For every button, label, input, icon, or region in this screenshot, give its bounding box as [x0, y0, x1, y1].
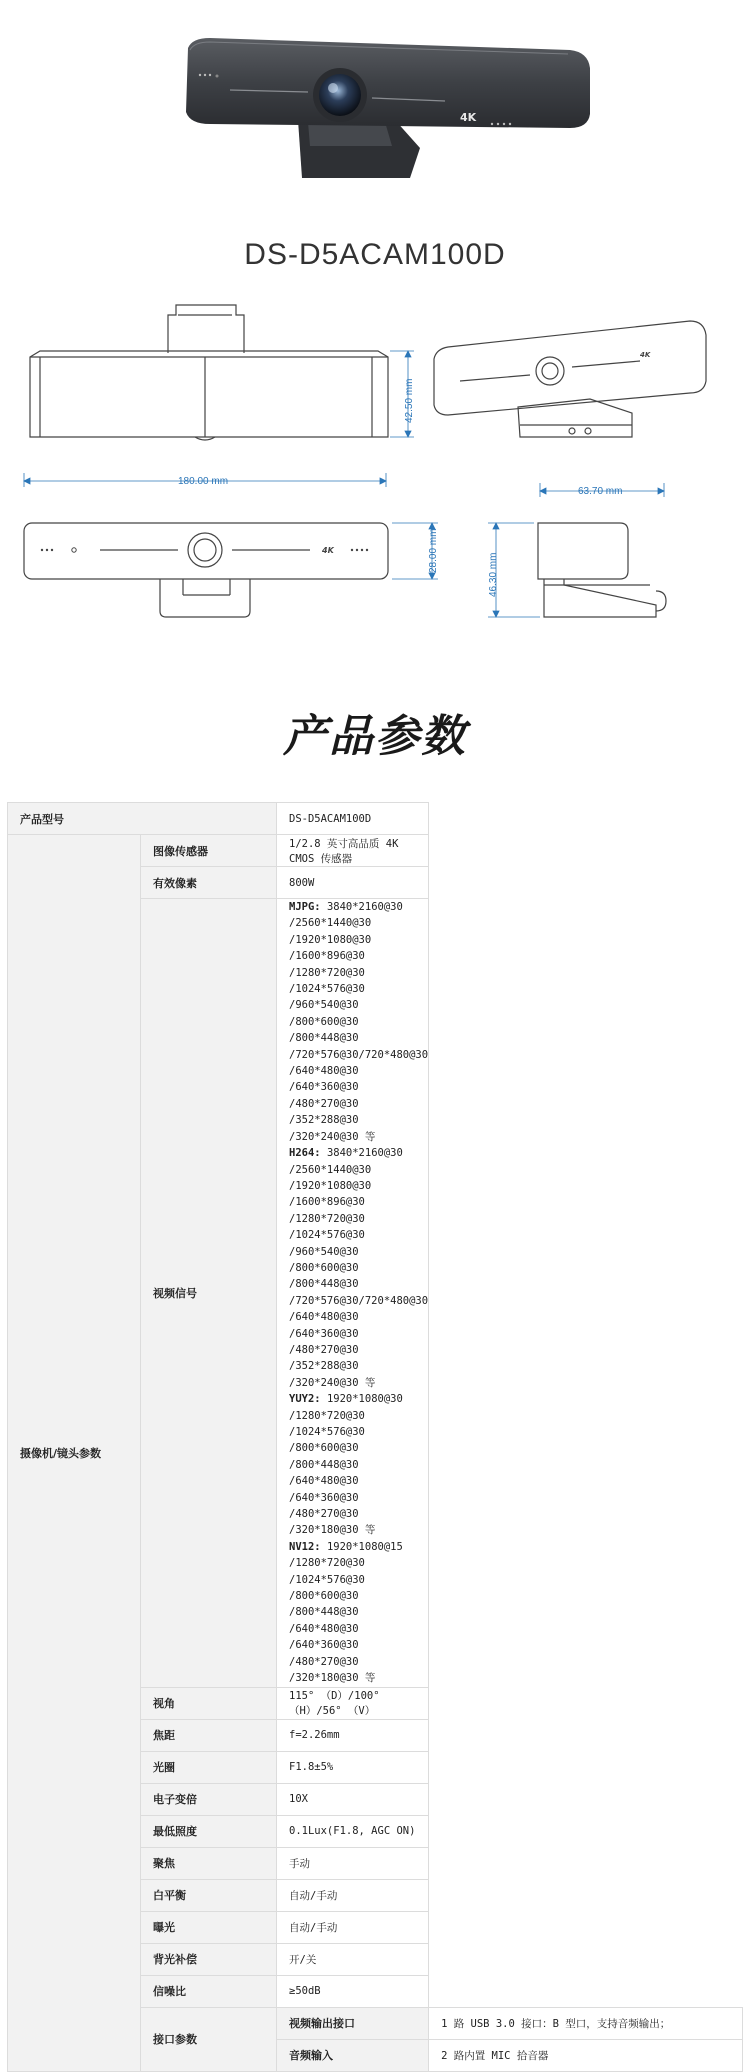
width-dimension: 180.00 mm: [178, 476, 229, 487]
row-label: 光圈: [141, 1751, 277, 1783]
row-label: 最低照度: [141, 1815, 277, 1847]
row-value: 2 路内置 MIC 拾音器: [429, 2039, 743, 2071]
row-value: ≥50dB: [277, 1975, 429, 2007]
video-line: 3840*2160@30 /2560*1440@30 /1920*1080@30 /1600*896@30: [289, 1147, 403, 1209]
row-label: 聚焦: [141, 1847, 277, 1879]
group-camera: 摄像机/镜头参数: [8, 835, 141, 2072]
row-value: 0.1Lux(F1.8, AGC ON): [277, 1815, 429, 1847]
row-value: f=2.26mm: [277, 1719, 429, 1751]
video-line: 3840*2160@30 /2560*1440@30 /1920*1080@30 /1600*896@30: [289, 901, 403, 963]
video-line: /1280*720@30 /1024*576@30 /960*540@30 /800*600@30 /800*448@30: [289, 966, 365, 1045]
row-value: 800W: [277, 867, 429, 899]
row-label: 视频输出接口: [277, 2007, 429, 2039]
group-interface: 接口参数: [141, 2007, 277, 2071]
video-line: /1280*720@30 /1024*576@30 /960*540@30 /800*600@30 /800*448@30: [289, 1212, 365, 1291]
camera-4k-badge: 4K: [460, 111, 477, 124]
row-label: 音频输入: [277, 2039, 429, 2071]
video-line: /320*240@30 等: [289, 1130, 376, 1143]
row-label: 曝光: [141, 1911, 277, 1943]
model-label: 产品型号: [8, 803, 277, 835]
front-height-dimension: 28.00 mm: [428, 528, 439, 573]
top-view-drawing: [30, 305, 388, 440]
nv12-label: NV12:: [289, 1540, 321, 1553]
front-view-drawing: [24, 523, 388, 617]
table-row: [8, 803, 743, 835]
row-label: 背光补偿: [141, 1943, 277, 1975]
row-value: 自动/手动: [277, 1879, 429, 1911]
row-label: 有效像素: [141, 867, 277, 899]
height-dimension: 42.50 mm: [404, 378, 415, 423]
perspective-4k-badge: 4K: [640, 351, 651, 359]
h264-label: H264:: [289, 1147, 321, 1160]
row-label: 白平衡: [141, 1879, 277, 1911]
yuy2-label: YUY2:: [289, 1393, 321, 1406]
section-title: 产品参数: [283, 711, 467, 762]
model-value: DS-D5ACAM100D: [277, 803, 429, 835]
row-label: 电子变倍: [141, 1783, 277, 1815]
side-height-dimension: 46.30 mm: [488, 552, 499, 597]
row-value: 自动/手动: [277, 1911, 429, 1943]
mjpg-label: MJPG:: [289, 901, 321, 913]
row-value: 手动: [277, 1847, 429, 1879]
row-value: 1/2.8 英寸高品质 4K CMOS 传感器: [277, 835, 429, 867]
table-row: [8, 835, 743, 867]
video-line: /640*480@30 /640*360@30 /480*270@30 /320*180@30 等: [289, 1622, 376, 1685]
perspective-drawing: [434, 321, 706, 437]
video-line: /320*240@30 等: [289, 1376, 376, 1389]
video-line: 1920*1080@15 /1280*720@30 /1024*576@30 /800*600@30 /800*448@30: [289, 1540, 403, 1619]
front-4k-badge: 4K: [322, 546, 334, 555]
video-signal-list: [277, 899, 429, 1688]
row-value: 开/关: [277, 1943, 429, 1975]
row-value: 10X: [277, 1783, 429, 1815]
row-label: 焦距: [141, 1719, 277, 1751]
row-value: 115° （D）/100° （H）/56° （V）: [277, 1687, 429, 1719]
video-line: /720*576@30/720*480@30 /640*480@30 /640*360@30 /480*270@30 /352*288@30: [289, 1048, 429, 1127]
row-value: F1.8±5%: [277, 1751, 429, 1783]
camera-photo: [170, 28, 600, 198]
row-label: 信噪比: [141, 1975, 277, 2007]
row-label: 视频信号: [141, 899, 277, 1688]
video-line: /720*576@30/720*480@30 /640*480@30 /640*360@30 /480*270@30 /352*288@30: [289, 1294, 429, 1373]
model-title: DS-D5ACAM100D: [244, 238, 506, 271]
video-line: /640*480@30 /640*360@30 /480*270@30 /320*180@30 等: [289, 1475, 376, 1537]
depth-dimension: 63.70 mm: [578, 486, 623, 497]
spec-table: [7, 802, 743, 2072]
side-view-drawing: [538, 523, 666, 617]
dimension-drawings: [0, 295, 750, 635]
video-line: 1920*1080@30 /1280*720@30 /1024*576@30 /800*600@30 /800*448@30: [289, 1393, 403, 1471]
row-value: 1 路 USB 3.0 接口：B 型口，支持音频输出；: [429, 2007, 743, 2039]
row-label: 图像传感器: [141, 835, 277, 867]
row-label: 视角: [141, 1687, 277, 1719]
